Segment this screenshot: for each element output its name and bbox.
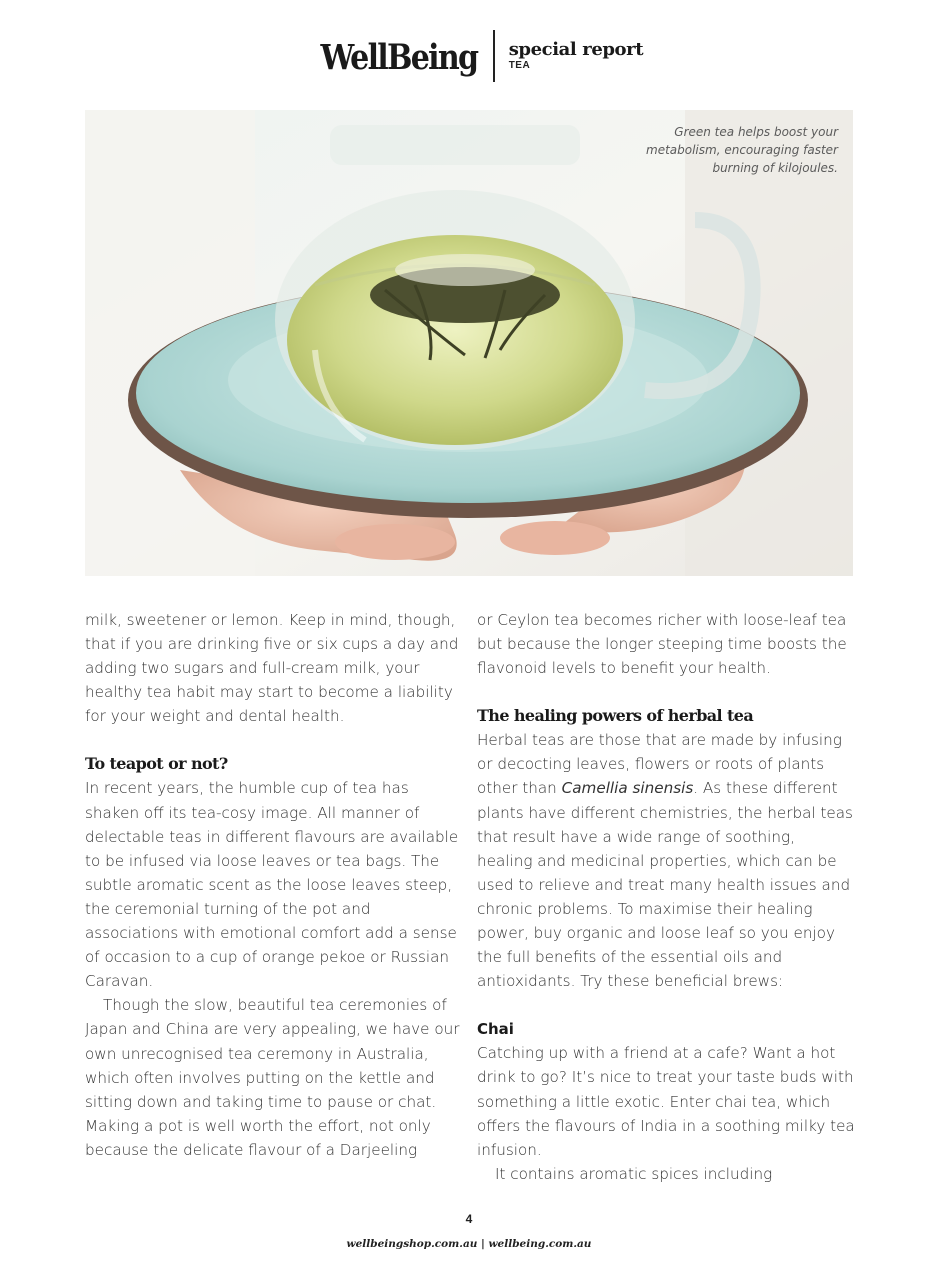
- species-name: Camellia sinensis: [561, 779, 694, 798]
- photo-caption: Green tea helps boost your metabolism, encouraging faster burning of kilojoules.: [646, 125, 838, 175]
- report-subtitle: TEA: [508, 60, 531, 71]
- teapot-paragraph-2: Though the slow, beautiful tea ceremonies of Japan and China are very appealing, we have our own unrecognised tea ceremony in Australia, which often involves putting on the kettle and sitting down and taking time to pause or chat. Making a pot is well worth the effort, not only because the delicate flavour of a Darjeeling: [85, 996, 460, 1159]
- teapot-paragraph-1: In recent years, the humble cup of tea has shaken off its tea-cosy image. All manner of delectable teas in different flavours are available to be infused via loose leaves or tea bags. The subtle aromatic scent as the loose leaves steep, the ceremonial turning of the pot and associations with emotional comfort add a sense of occasion to a cup of orange pekoe or Russian Caravan.: [85, 779, 459, 991]
- herbal-text-after: . As these different plants have different chemistries, the herbal teas that result have a wide range of soothing, healing and medicinal properties, which can be used to relieve and treat many health issues and chronic problems. To maximise their healing power, buy organic and loose leaf so you enjoy the full benefits of the essential oils and antioxidants. Try these beneficial brews:: [477, 779, 853, 991]
- herbal-heading: The healing powers of herbal tea: [477, 706, 754, 726]
- herbal-paragraph: [477, 728, 855, 993]
- continuation-paragraph: or Ceylon tea becomes richer with loose-leaf tea but because the longer steeping time boosts the flavonoid levels to benefit your health.: [477, 611, 847, 678]
- chai-paragraph-2: It contains aromatic spices including: [495, 1164, 773, 1183]
- report-title: special report: [508, 39, 644, 60]
- brand-logo: WellBeing: [320, 36, 478, 78]
- masthead: [0, 28, 938, 84]
- section-label: [509, 40, 643, 72]
- paragraph-gap: [477, 993, 855, 1017]
- teapot-illustration: [85, 110, 853, 576]
- page-number: 4: [465, 1212, 473, 1226]
- paragraph-gap: [477, 680, 855, 704]
- left-column: [85, 608, 463, 1162]
- chai-heading: Chai: [477, 1020, 514, 1039]
- teapot-heading: To teapot or not?: [85, 754, 228, 774]
- chai-paragraph-1: Catching up with a friend at a cafe? Want a hot drink to go? It’s nice to treat your taste buds with something a little exotic. Enter chai tea, which offers the flavours of India in a soothing milky tea infusion.: [477, 1044, 855, 1159]
- paragraph-gap: [85, 728, 463, 752]
- right-column: [477, 608, 855, 1186]
- herbal-text-before: Herbal teas are those that are made by infusing or decocting leaves, flowers or roots of plants other than: [477, 731, 842, 798]
- hero-photo: [85, 110, 853, 576]
- masthead-divider: [493, 30, 495, 82]
- intro-paragraph: milk, sweetener or lemon. Keep in mind, though, that if you are drinking five or six cups a day and adding two sugars and full-cream milk, your healthy tea habit may start to become a liability for your weight and dental health.: [85, 611, 459, 726]
- footer-websites: wellbeingshop.com.au | wellbeing.com.au: [346, 1238, 592, 1250]
